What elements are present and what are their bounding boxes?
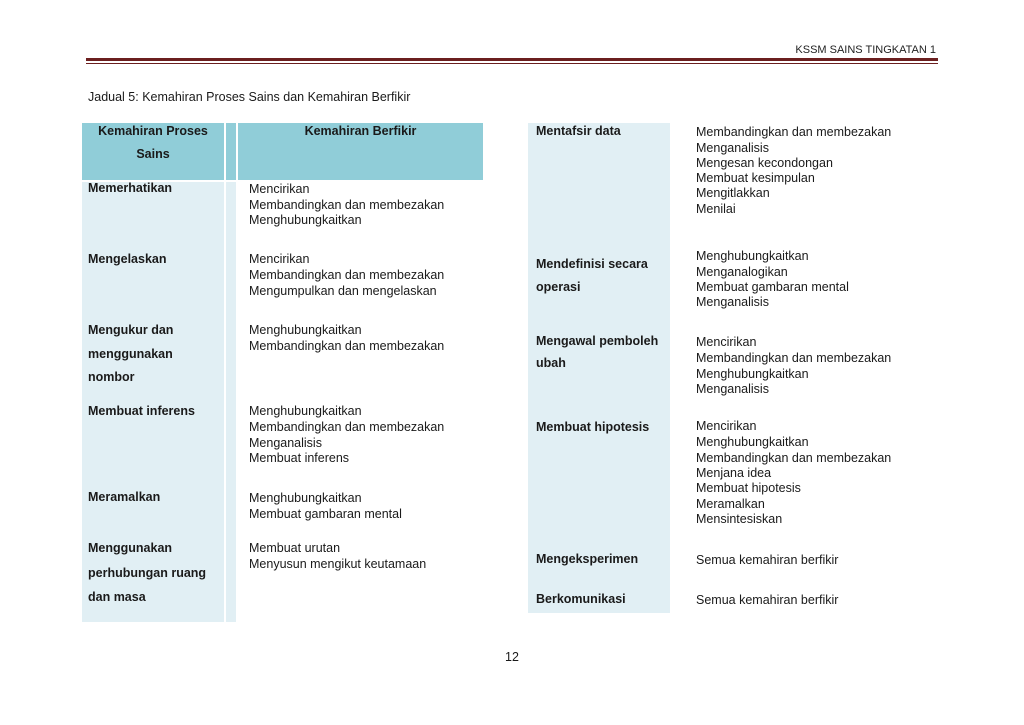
process-label: Meramalkan bbox=[88, 490, 161, 504]
skill-item: Mencirikan bbox=[249, 252, 310, 266]
skill-item: Membuat kesimpulan bbox=[696, 171, 815, 185]
skill-item: Semua kemahiran berfikir bbox=[696, 593, 839, 607]
document-header-label: KSSM SAINS TINGKATAN 1 bbox=[795, 44, 936, 56]
process-label: Membuat hipotesis bbox=[536, 420, 650, 434]
page-number: 12 bbox=[505, 650, 519, 664]
process-label: Mengeksperimen bbox=[536, 552, 639, 566]
process-label: Mentafsir data bbox=[536, 124, 621, 138]
process-label: Mengelaskan bbox=[88, 252, 167, 266]
process-label: Membuat inferens bbox=[88, 404, 195, 418]
skill-item: Menghubungkaitkan bbox=[249, 323, 362, 337]
process-label: Mendefinisi secara bbox=[536, 257, 648, 271]
process-label: Memerhatikan bbox=[88, 181, 173, 195]
skill-item: Membandingkan dan membezakan bbox=[249, 420, 445, 434]
header-cell-spacer bbox=[226, 123, 236, 180]
header-process-line1: Kemahiran Proses bbox=[98, 124, 208, 138]
header-rule-thick bbox=[86, 58, 938, 61]
process-label: perhubungan ruang bbox=[88, 566, 207, 580]
skill-item: Membuat urutan bbox=[249, 541, 341, 555]
skill-item: Mensintesiskan bbox=[696, 512, 783, 526]
skill-item: Membuat gambaran mental bbox=[249, 507, 402, 521]
skill-item: Menyusun mengikut keutamaan bbox=[249, 556, 427, 571]
skill-item: Menghubungkaitkan bbox=[249, 491, 362, 505]
skill-item: Mencirikan bbox=[249, 182, 310, 196]
header-rule-thin bbox=[86, 63, 938, 64]
skill-item: Membuat gambaran mental bbox=[696, 280, 849, 294]
skill-item: Menganalisis bbox=[696, 382, 769, 396]
skill-item: Membandingkan dan membezakan bbox=[249, 267, 445, 282]
skill-item: Mencirikan bbox=[696, 419, 757, 433]
skill-item: Menghubungkaitkan bbox=[696, 366, 809, 381]
skill-item: Membandingkan dan membezakan bbox=[696, 351, 892, 365]
skill-item: Meramalkan bbox=[696, 496, 765, 511]
skill-item: Membandingkan dan membezakan bbox=[696, 450, 892, 465]
skill-item: Menghubungkaitkan bbox=[249, 213, 362, 227]
process-label: operasi bbox=[536, 280, 581, 294]
process-label: dan masa bbox=[88, 590, 146, 604]
table-title: Jadual 5: Kemahiran Proses Sains dan Kemahiran Berfikir bbox=[88, 90, 411, 104]
header-thinking: Kemahiran Berfikir bbox=[304, 124, 417, 138]
skill-item: Menghubungkaitkan bbox=[696, 435, 809, 449]
skill-item: Menganalisis bbox=[696, 295, 769, 309]
skill-item: Menjana idea bbox=[696, 466, 772, 480]
header-process-line2: Sains bbox=[136, 147, 170, 161]
skill-item: Menghubungkaitkan bbox=[696, 249, 809, 263]
process-label: menggunakan bbox=[88, 347, 173, 361]
skill-item: Menganalisis bbox=[696, 140, 769, 155]
skill-item: Membuat inferens bbox=[249, 451, 350, 465]
skill-item: Membandingkan dan membezakan bbox=[696, 125, 892, 139]
skill-item: Semua kemahiran berfikir bbox=[696, 553, 839, 567]
process-label: Menggunakan bbox=[88, 541, 173, 555]
skill-item: Mengumpulkan dan mengelaskan bbox=[249, 284, 437, 298]
skill-item: Menganalogikan bbox=[696, 264, 788, 279]
skill-item: Membandingkan dan membezakan bbox=[249, 338, 445, 353]
process-label: nombor bbox=[88, 370, 135, 384]
process-label: Mengawal pemboleh bbox=[536, 334, 659, 348]
process-label: ubah bbox=[536, 356, 566, 370]
skill-item: Mengesan kecondongan bbox=[696, 156, 833, 170]
skill-item: Membuat hipotesis bbox=[696, 481, 801, 495]
skill-item: Menganalisis bbox=[249, 435, 322, 450]
skill-item: Mencirikan bbox=[696, 335, 757, 349]
skill-item: Membandingkan dan membezakan bbox=[249, 197, 445, 212]
skill-item: Mengitlakkan bbox=[696, 186, 770, 200]
process-label: Mengukur dan bbox=[88, 323, 174, 337]
skill-item: Menghubungkaitkan bbox=[249, 404, 362, 418]
skill-item: Menilai bbox=[696, 202, 736, 216]
left-spacer-column bbox=[226, 182, 236, 622]
process-label: Berkomunikasi bbox=[536, 592, 626, 606]
